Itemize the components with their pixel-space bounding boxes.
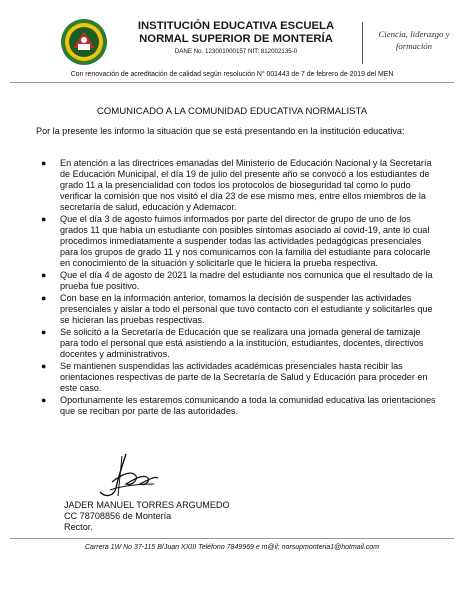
motto	[368, 28, 460, 52]
list-item-text: Con base en la información anterior, tomamos la decisión de suspender las actividades presenciales y aislar a todo el personal que tuvo contacto con el estudiante y solicitarles que se hicieran las pruebas respectivas.	[60, 293, 433, 325]
institution-name-line2: NORMAL SUPERIOR DE MONTERÍA	[139, 33, 333, 45]
list-item-text: Se solicitó a la Secretaría de Educación que se realizara una jornada general de tamizaje para todo el personal que está asistiendo a la institución, estudiantes, docentes, directivos docentes y administrativos.	[60, 327, 424, 359]
institution-name	[116, 20, 356, 56]
school-crest-icon	[60, 18, 108, 66]
footer-contact: Carrera 1W No 37-115 B/Juan XXIII Teléfono 7849969 e m@il: norsupmonteria1@hotmail.com	[85, 544, 379, 551]
signer-role: Rector.	[64, 522, 93, 532]
signer-name: JADER MANUEL TORRES ARGUMEDO	[64, 500, 230, 510]
motto-line2: formación	[395, 41, 433, 51]
bullet-icon: ●	[41, 361, 47, 371]
bullet-icon: ●	[41, 293, 47, 303]
signer-id: CC 78708856 de Montería	[64, 511, 172, 521]
institution-name-line1: INSTITUCIÓN EDUCATIVA ESCUELA	[137, 20, 335, 32]
motto-line1: Ciencia, liderazgo y	[378, 29, 450, 39]
list-item-text: En atención a las directrices emanadas del Ministerio de Educación Nacional y la Secretaría de Educación Municipal, el día 19 de julio del presente año se convocó a los estudiantes de grado 11 a la presencialidad con todos los protocolos de bioseguridad tal como lo pudo verificar la comisión que nos visitó el día 23 de ese mismo mes, entre ellos miembros de la secretaría de salud, educación y Ademacor.	[60, 158, 432, 212]
bullet-icon: ●	[41, 327, 47, 337]
bullet-icon: ●	[41, 270, 47, 280]
list-item	[41, 158, 436, 213]
bullet-icon: ●	[41, 395, 47, 405]
list-item	[41, 395, 436, 417]
header-rule	[10, 82, 454, 83]
list-item-text: Que el día 3 de agosto fuimos informados por parte del director de grupo de uno de los grados 11 que había un estudiante con posibles síntomas asociado al covid-19, ante lo cual procedimos inmediatamente a suspender todas las actividades pedagógicas presenciales para los grupos de grado 11 y nos comunicamos con la familia del estudiante para colocarle en conocimiento de la situación y solicitarle que le hiciera la prueba respectiva.	[60, 214, 431, 268]
list-item	[41, 361, 436, 394]
handwritten-signature	[92, 452, 164, 504]
accreditation-note: Con renovación de acreditación de calidad según resolución N° 001443 de 7 de febrero de 2019 del MEN	[70, 71, 394, 78]
list-item-text: Oportunamente les estaremos comunicando a toda la comunidad educativa las orientaciones que se reciban por parte de las autoridades.	[60, 395, 436, 416]
signature-block	[64, 500, 230, 533]
list-item	[41, 270, 436, 292]
bullet-icon: ●	[41, 214, 47, 224]
intro-paragraph: Por la presente les informo la situación que se está presentando en la institución educativa:	[36, 126, 405, 136]
list-item	[41, 327, 436, 360]
list-item-text: Se mantienen suspendidas las actividades académicas presenciales hasta recibir las orientaciones respectivas de parte de la Secretaría de Salud y Educación para proceder en este caso.	[60, 361, 428, 393]
header-divider	[362, 22, 363, 64]
notice-list	[41, 158, 436, 418]
list-item-text: Que el día 4 de agosto de 2021 la madre del estudiante nos comunica que el resultado de la prueba fue positivo.	[60, 270, 433, 291]
footer-rule	[10, 538, 454, 539]
list-item	[41, 214, 436, 269]
document-title: COMUNICADO A LA COMUNIDAD EDUCATIVA NORMALISTA	[96, 106, 368, 117]
list-item	[41, 293, 436, 326]
bullet-icon: ●	[41, 158, 47, 168]
dane-nit: DANE No. 123001000157 NIT: 812002135-0	[174, 48, 298, 55]
letterhead	[56, 18, 450, 68]
